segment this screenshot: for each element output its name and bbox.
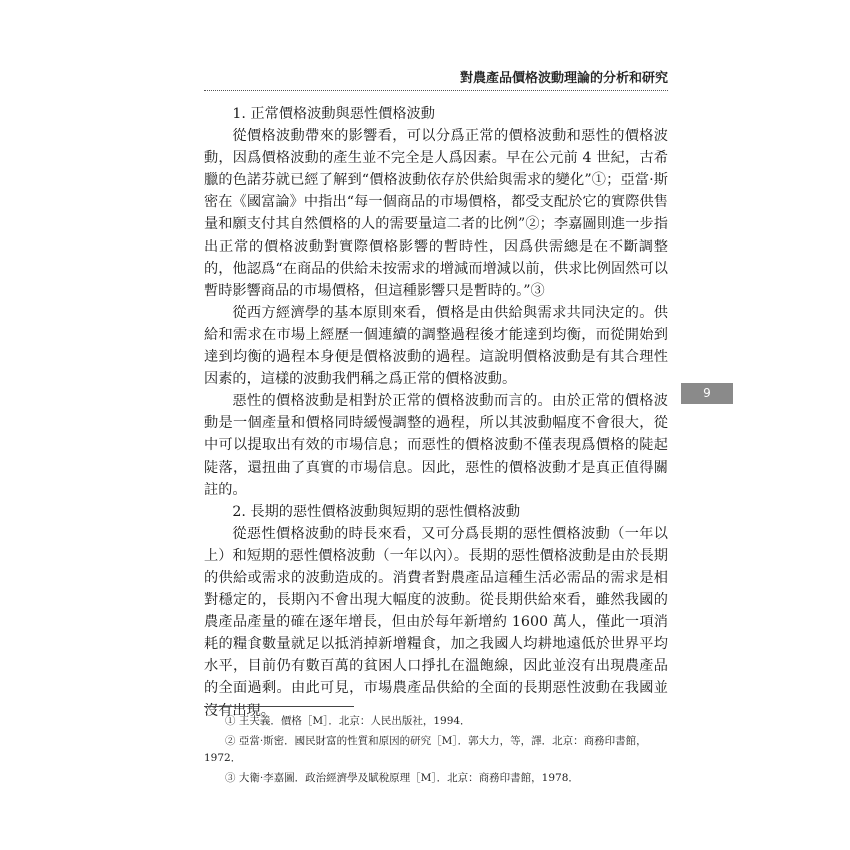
main-text: [204, 103, 668, 722]
running-title: 對農產品價格波動理論的分析和研究: [459, 71, 668, 86]
page-number-tab: [681, 383, 733, 404]
paragraph: 從西方經濟學的基本原則來看，價格是由供給與需求共同決定的。供給和需求在市場上經歷一個連續的調整過程後才能達到均衡，而從開始到達到均衡的過程本身便是價格波動的過程。這說明價格波動是有其合理性因素的，這樣的波動我們稱之爲正常的價格波動。: [204, 304, 668, 388]
footnote: ① 王夫義．價格［M］．北京：人民出版社，1994．: [225, 715, 471, 727]
running-header: [204, 70, 668, 91]
footnotes: [204, 706, 668, 787]
footnote-divider: [204, 706, 354, 707]
section-heading: 2. 長期的惡性價格波動與短期的惡性價格波動: [232, 503, 521, 520]
paragraph: 從惡性價格波動的時長來看，又可分爲長期的惡性價格波動（一年以上）和短期的惡性價格波動（一年以內）。長期的惡性價格波動是由於長期的供給或需求的波動造成的。消費者對農產品這種生活必需品的需求是相對穩定的，長期內不會出現大幅度的波動。從長期供給來看，雖然我國的農產品產量的確在逐年增長，但由於每年新增約 1600 萬人，僅此一項消耗的糧食數量就足以抵消掉新增糧食，加之我國人均耕地遠低於世界平均水平，目前仍有數百萬的貧困人口掙扎在溫飽線，因此並沒有出現農產品的全面過剩。由此可見，市場農產品供給的全面的長期惡性波動在我國並沒有出現。: [204, 525, 668, 719]
page-number: 9: [703, 386, 711, 400]
paragraph: 惡性的價格波動是相對於正常的價格波動而言的。由於正常的價格波動是一個產量和價格同時緩慢調整的過程，所以其波動幅度不會很大，從中可以提取出有效的市場信息；而惡性的價格波動不僅表現爲價格的陡起陡落，還扭曲了真實的市場信息。因此，惡性的價格波動才是真正值得關註的。: [204, 393, 668, 498]
paragraph: 從價格波動帶來的影響看，可以分爲正常的價格波動和惡性的價格波動，因爲價格波動的產生並不完全是人爲因素。早在公元前 4 世紀，古希臘的色諾芬就已經了解到“價格波動依存於供給與需求的變化”①；亞當·斯密在《國富論》中指出“每一個商品的市場價格，都受支配於它的實際供售量和願支付其自然價格的人的需要量這二者的比例”②；李嘉圖則進一步指出正常的價格波動對實際價格影響的暫時性，因爲供需總是在不斷調整的，他認爲“在商品的供給未按需求的增減而增減以前，供求比例固然可以暫時影響商品的市場價格，但這種影響只是暫時的。”③: [204, 128, 668, 299]
footnote: ③ 大衛·李嘉圖．政治經濟學及賦稅原理［M］．北京：商務印書館，1978．: [225, 772, 579, 784]
section-heading: 1. 正常價格波動與惡性價格波動: [232, 106, 435, 122]
footnote: ② 亞當·斯密．國民財富的性質和原因的研究［M］．郭大力，等，譯．北京：商務印書館，1972．: [204, 735, 647, 764]
